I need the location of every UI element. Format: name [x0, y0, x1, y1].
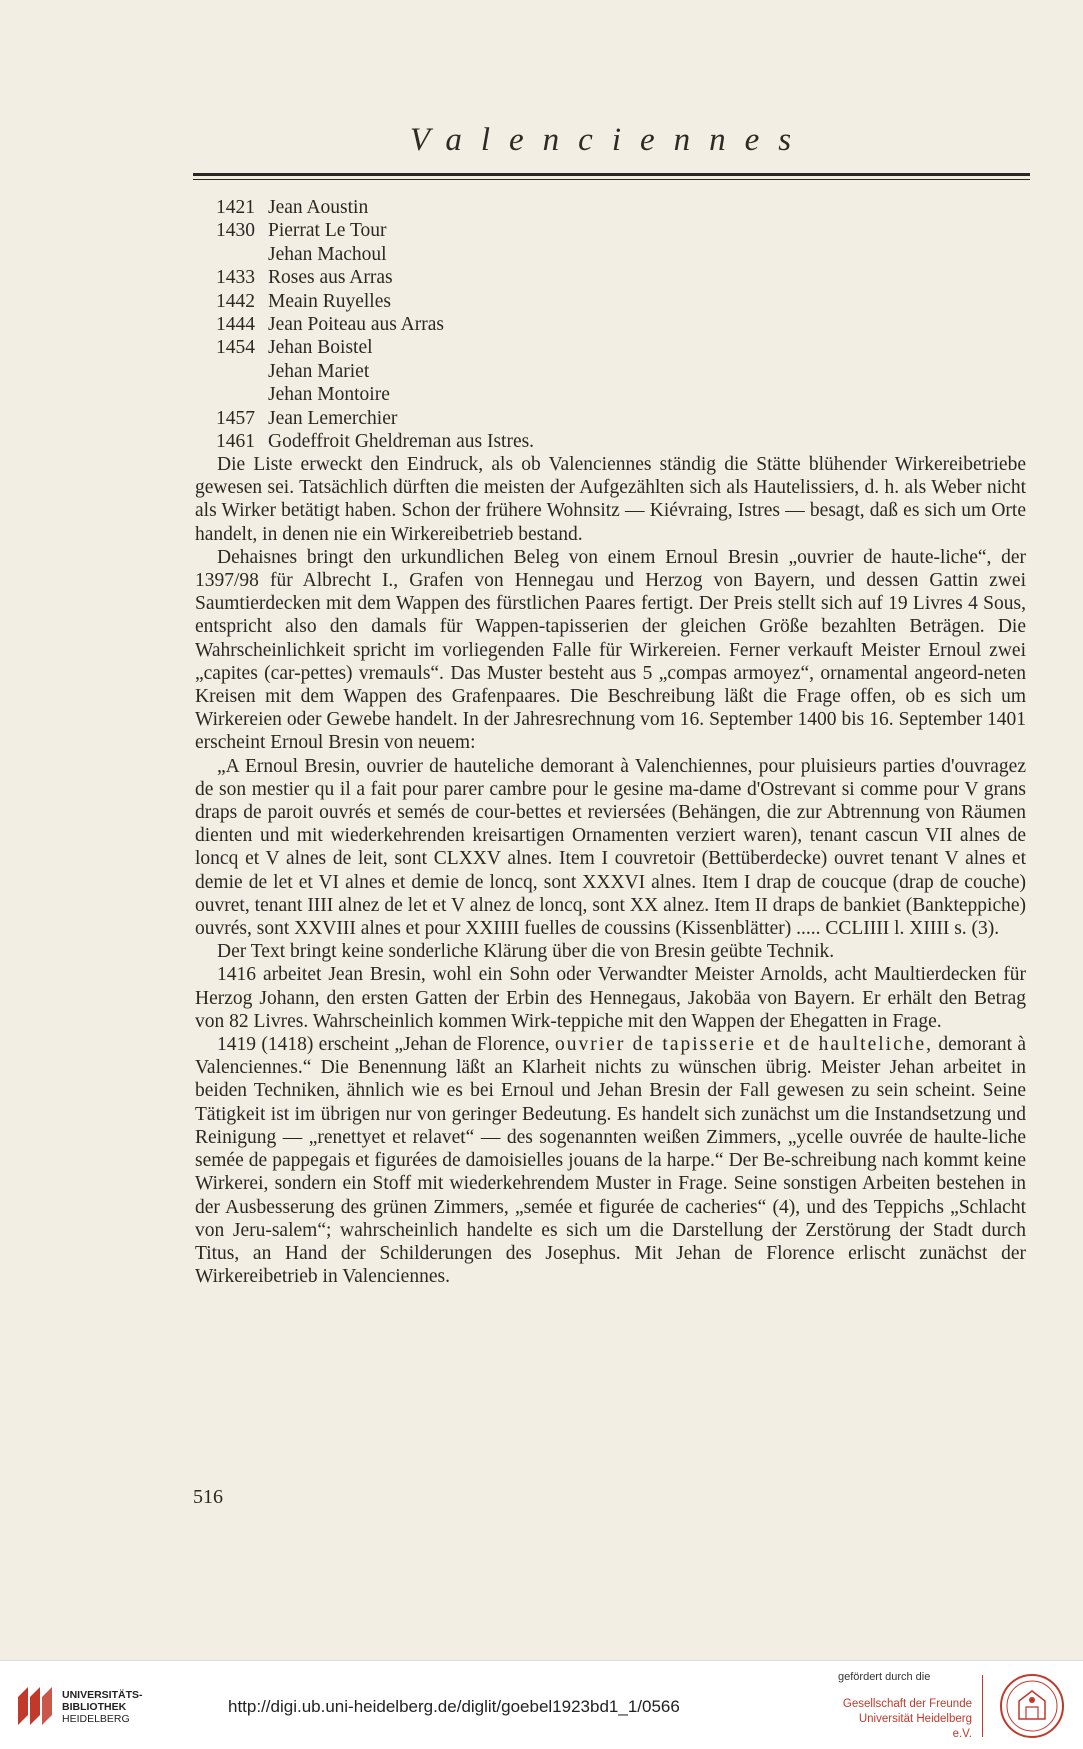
list-item: Jehan Montoire: [268, 384, 390, 406]
list-item: Jehan Mariet: [268, 360, 370, 382]
library-name: UNIVERSITÄTS- BIBLIOTHEK HEIDELBERG: [62, 1689, 143, 1725]
university-seal-icon: [999, 1673, 1065, 1739]
header-rule-thick: [193, 173, 1030, 176]
list-item: 1430 Pierrat Le Tour: [216, 220, 387, 242]
list-item: 1421 Jean Aoustin: [216, 197, 369, 218]
list-item: 1454 Jehan Boistel: [216, 337, 373, 359]
header-rule-thin: [193, 179, 1030, 180]
paragraph: Die Liste erweckt den Eindruck, als ob Valenciennes ständig die Stätte blühender Wirkereibetriebe gewesen sei. Tatsächlich dürften die meisten der Aufgezählten sich als Hautelissiers, d. h. als Weber nicht als Wirker betätigt haben. Schon der frühere Wohnsitz — Kiévraing, Istres — besagt, daß es sich um Orte handelt, in denen nie ein Wirkereibetrieb bestand.: [195, 454, 1026, 545]
paragraph-quote: „A Ernoul Bresin, ouvrier de hauteliche demorant à Valenchiennes, pour pluisieurs parties d'ouvragez de son mestier qu il a fait pour parer cambre pour le gesine ma-dame d'Ostrevant si comme pour V grans draps de paroit ouvrés et semés de cour-bettes et reviersées (Behängen, die zur Abtrennung von Räumen dienten und mit wiederkehrenden kreisartigen Ornamenten verziert waren), tenant cascun VII alnes de loncq et V alnes de leit, sont CLXXV alnes. Item I couvretoir (Bettüberdecke) ouvret tenant V alnes et demie de let et VI alnes et demie de loncq, sont XXXVI alnes. Item I drap de coucque (drap de couche) ouvret, tenant IIII alnez de let et V alnez de loncq, sont XX alnez. Item II draps de bankiet (Bankteppiche) ouvrés, sont XXVIII alnes et pour XXIIII fuelles de coussins (Kissenblätter) ..... CCLIIII l. XIIII s. (3).: [195, 755, 1026, 940]
list-item: 1442 Meain Ruyelles: [216, 290, 391, 312]
list-item: Jehan Machoul: [268, 243, 387, 265]
paragraph: 1419 (1418) erscheint „Jehan de Florence, ouvrier de tapisserie et de haulteliche, demorant à Valenciennes.“ Die Benennung läßt an Klarheit nichts zu wünschen übrig. Meister Jehan arbeitet in beiden Techniken, ähnlich wie es bei Ernoul und Jehan Bresin der Fall gewesen zu sein scheint. Seine Tätigkeit ist im übrigen nur von geringer Bedeutung. Es handelt sich zunächst um die Instandsetzung und Reinigung — „renettyet et relavet“ — des sogenannten weißen Zimmers, „ycelle ouvrée de haulte-liche semée de pappegais et figurées de damoisielles jouans de la harpe.“ Der Be-schreibung nach kommt keine Wirkerei, sondern ein Stoff mit wiederkehrendem Muster in Frage. Seine sonstigen Arbeiten bestehen in der Ausbesserung des grünen Zimmers, „semée et figurée de cacheries“ (4), und des Teppichs „Schlacht von Jeru-salem“; wahrscheinlich handelte es sich um die Darstellung der Zerstörung der Stadt durch Titus, an Hand der Schilderungen des Josephus. Mit Jehan de Florence erlischt zunächst der Wirkereibetrieb in Valenciennes.: [195, 1034, 1027, 1288]
paragraph: Der Text bringt keine sonderliche Klärung über die von Bresin geübte Technik.: [217, 941, 835, 963]
weaver-list: [216, 196, 1016, 453]
running-head: Valenciennes: [409, 122, 811, 158]
list-item: 1457 Jean Lemerchier: [216, 407, 398, 429]
society-name: Gesellschaft der Freunde Universität Heidelberg e.V.: [842, 1698, 972, 1740]
permalink-url[interactable]: http://digi.ub.uni-heidelberg.de/diglit/goebel1923bd1_1/0566: [228, 1697, 680, 1716]
list-item: 1433 Roses aus Arras: [216, 267, 393, 289]
body-text: [195, 453, 1026, 1288]
list-item: 1444 Jean Poiteau aus Arras: [216, 313, 444, 335]
library-logo-icon: [14, 1683, 58, 1729]
paragraph: Dehaisnes bringt den urkundlichen Beleg von einem Ernoul Bresin „ouvrier de haute-liche“, der 1397/98 für Albrecht I., Grafen von Hennegau und Herzog von Bayern, und dessen Gattin zwei Saumtierdecken mit dem Wappen des fürstlichen Paares fertigt. Der Preis stellt sich auf 19 Livres 4 Sous, entspricht also den damals für Wappen-tapisserien der gleichen Größe bezahlten Beträgen. Die Wahrscheinlichkeit spricht im vorliegenden Falle für Wirkereien. Ferner verkauft Meister Ernoul zwei „capites (car-pettes) vremauls“. Das Muster besteht aus 5 „compas armoyez“, ornamental angeord-neten Kreisen mit dem Wappen des Grafenpaares. Die Beschreibung läßt die Frage offen, ob es sich um Wirkereien oder Gewebe handelt. In der Jahresrechnung vom 16. September 1400 bis 16. September 1401 erscheint Ernoul Bresin von neuem:: [195, 546, 1026, 754]
page-number: 516: [193, 1486, 223, 1508]
funded-by-label: gefördert durch die: [838, 1671, 931, 1683]
digitization-footer: [0, 1660, 1083, 1749]
paragraph: 1416 arbeitet Jean Bresin, wohl ein Sohn oder Verwandter Meister Arnolds, acht Maultierdecken für Herzog Johann, den ersten Gatten der Erbin des Hennegaus, Jakobäa von Bayern. Er erhält den Betrag von 82 Livres. Wahrscheinlich kommen Wirk-teppiche mit den Wappen der Ehegatten in Frage.: [195, 964, 1026, 1032]
spaced-quote: ouvrier de tapisserie et de haulteliche,: [555, 1034, 934, 1056]
footer-divider: [982, 1675, 983, 1737]
list-item: 1461 Godeffroit Gheldreman aus Istres.: [216, 430, 535, 452]
